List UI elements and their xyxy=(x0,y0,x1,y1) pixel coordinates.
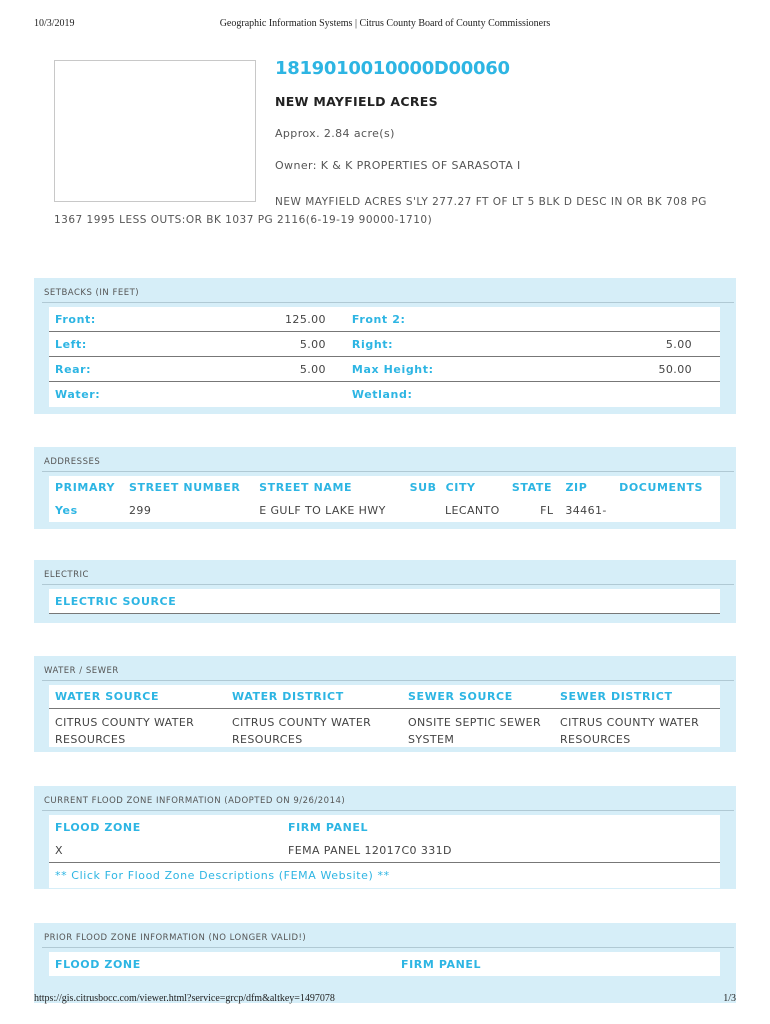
col-flood-zone: FLOOD ZONE xyxy=(55,820,141,834)
address-city: LECANTO xyxy=(445,504,500,517)
water-sewer-title: WATER / SEWER xyxy=(42,664,734,681)
col-sewer-source: SEWER SOURCE xyxy=(408,690,513,703)
col-documents: DOCUMENTS xyxy=(619,481,704,494)
setback-label: Right: xyxy=(351,337,394,351)
setback-value: 5.00 xyxy=(665,337,692,351)
page-number: 1/3 xyxy=(723,993,736,1004)
sewer-district-value: CITRUS COUNTY WATER RESOURCES xyxy=(560,716,700,746)
col-street-number: STREET NUMBER xyxy=(128,481,241,494)
table-header-row xyxy=(49,589,720,614)
address-primary: Yes xyxy=(55,504,78,517)
setback-value: 50.00 xyxy=(658,362,692,376)
col-zip: ZIP xyxy=(565,481,588,494)
col-water-district: WATER DISTRICT xyxy=(232,690,344,703)
firm-panel-value: FEMA PANEL 12017C0 331D xyxy=(288,844,452,857)
electric-title: ELECTRIC xyxy=(42,568,734,585)
sewer-source-value: ONSITE SEPTIC SEWER SYSTEM xyxy=(408,716,541,746)
parcel-thumbnail xyxy=(54,60,256,202)
col-electric-source: ELECTRIC SOURCE xyxy=(55,594,177,608)
col-primary: PRIMARY xyxy=(55,481,116,494)
setback-label: Rear: xyxy=(55,362,92,376)
current-flood-zone-table xyxy=(49,815,720,888)
address-state: FL xyxy=(540,504,554,517)
electric-panel xyxy=(34,560,736,623)
electric-table xyxy=(49,589,720,614)
setback-label: Max Height: xyxy=(351,362,434,376)
table-row xyxy=(49,709,720,747)
setbacks-table xyxy=(49,307,720,407)
address-street-name: E GULF TO LAKE HWY xyxy=(259,504,386,517)
col-firm-panel: FIRM PANEL xyxy=(288,820,369,834)
col-sewer-district: SEWER DISTRICT xyxy=(560,690,673,703)
table-header-row xyxy=(49,952,720,976)
print-date: 10/3/2019 xyxy=(34,18,75,29)
table-row xyxy=(49,382,720,407)
setbacks-title: SETBACKS (IN FEET) xyxy=(42,286,734,303)
prior-flood-zone-table xyxy=(49,952,720,976)
setback-label: Left: xyxy=(55,337,87,351)
setback-label: Front: xyxy=(55,312,96,326)
col-water-source: WATER SOURCE xyxy=(55,690,160,703)
setback-label: Water: xyxy=(55,388,101,401)
prior-flood-zone-title: PRIOR FLOOD ZONE INFORMATION (NO LONGER VALID!) xyxy=(42,931,734,948)
table-header-row xyxy=(49,476,720,499)
prior-flood-zone-panel xyxy=(34,923,736,1003)
water-sewer-panel xyxy=(34,656,736,752)
parcel-acreage: Approx. 2.84 acre(s) xyxy=(275,127,395,140)
table-header-row xyxy=(49,685,720,709)
table-row xyxy=(49,499,720,522)
setback-label: Wetland: xyxy=(351,388,413,401)
table-row xyxy=(49,307,720,332)
table-row xyxy=(49,839,720,863)
fema-flood-zone-link[interactable]: ** Click For Flood Zone Descriptions (FEMA Website) ** xyxy=(55,869,390,882)
parcel-id: 1819010010000D00060 xyxy=(275,58,510,79)
water-sewer-table xyxy=(49,685,720,747)
addresses-panel xyxy=(34,447,736,529)
subdivision-name: NEW MAYFIELD ACRES xyxy=(275,94,438,109)
print-url: https://gis.citrusbocc.com/viewer.html?service=grcp/dfm&altkey=1497078 xyxy=(34,993,335,1004)
addresses-table xyxy=(49,476,720,522)
water-source-value: CITRUS COUNTY WATER RESOURCES xyxy=(55,716,195,746)
col-sub: SUB xyxy=(409,481,437,494)
legal-description: NEW MAYFIELD ACRES S'LY 277.27 FT OF LT 5 BLK D DESC IN OR BK 708 PG 1367 1995 LESS OUTS:OR BK 1037 PG 2116(6-19-19 90000-1710) xyxy=(54,196,707,226)
flood-zone-value: X xyxy=(55,844,63,857)
print-title: Geographic Information Systems | Citrus County Board of County Commissioners xyxy=(219,18,551,29)
table-row xyxy=(49,332,720,357)
setback-value: 5.00 xyxy=(299,362,326,376)
col-city: CITY xyxy=(445,481,476,494)
col-firm-panel: FIRM PANEL xyxy=(401,957,482,971)
col-state: STATE xyxy=(511,481,553,494)
setback-label: Front 2: xyxy=(351,312,406,326)
current-flood-zone-title: CURRENT FLOOD ZONE INFORMATION (ADOPTED ON 9/26/2014) xyxy=(42,794,734,811)
water-district-value: CITRUS COUNTY WATER RESOURCES xyxy=(232,716,372,746)
setback-value: 5.00 xyxy=(299,337,326,351)
parcel-owner: Owner: K & K PROPERTIES OF SARASOTA I xyxy=(275,159,521,172)
current-flood-zone-panel xyxy=(34,786,736,889)
setback-value: 125.00 xyxy=(285,312,326,326)
address-zip: 34461- xyxy=(565,504,607,517)
table-row xyxy=(49,357,720,382)
col-street-name: STREET NAME xyxy=(259,481,353,494)
table-header-row xyxy=(49,815,720,839)
addresses-title: ADDRESSES xyxy=(42,455,734,472)
address-street-number: 299 xyxy=(129,504,152,517)
setbacks-panel xyxy=(34,278,736,414)
col-flood-zone: FLOOD ZONE xyxy=(55,957,141,971)
